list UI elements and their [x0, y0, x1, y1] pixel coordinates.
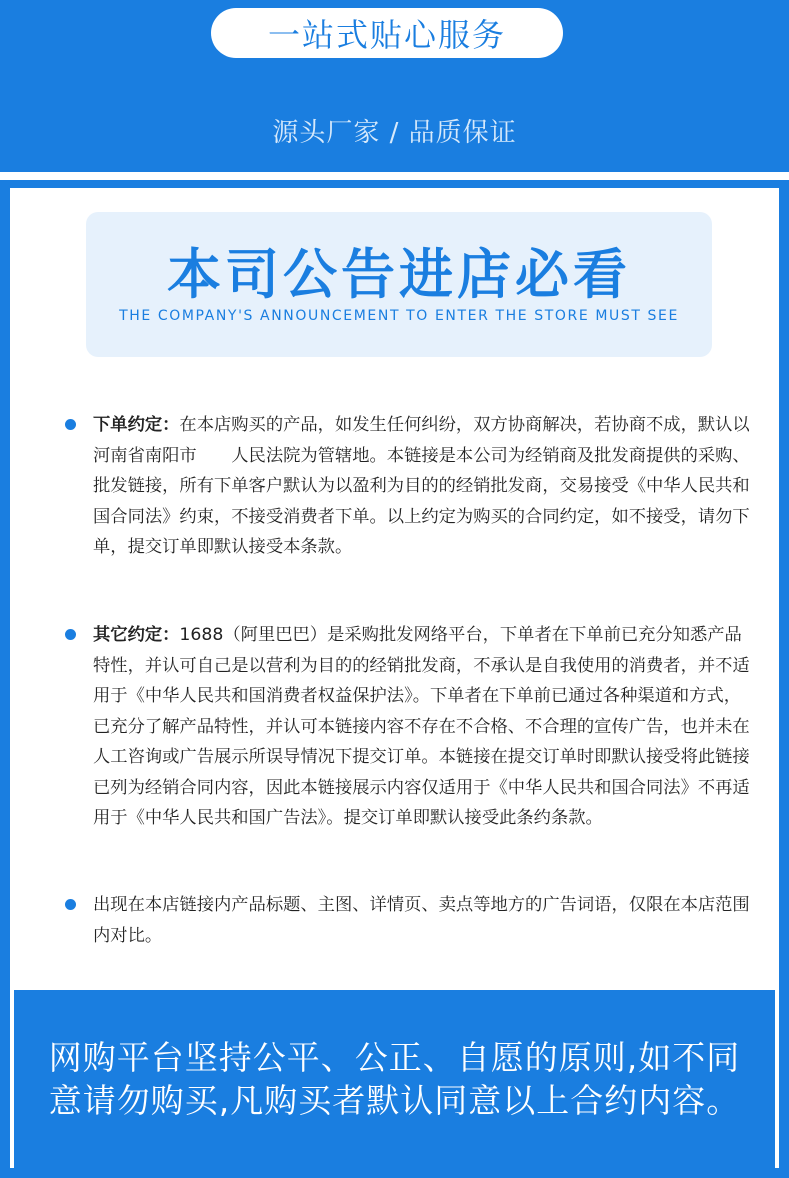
bullet-dot-icon: [65, 629, 76, 640]
announcement-frame: [0, 180, 789, 1178]
announcement-header-box: [86, 212, 712, 357]
service-pill: 一站式贴心服务: [211, 8, 563, 58]
clause-label: 下单约定：: [93, 415, 180, 435]
bullet-dot-icon: [65, 419, 76, 430]
top-banner: [0, 0, 789, 172]
clause-label: 其它约定：: [93, 625, 180, 645]
announcement-panel: [10, 188, 785, 1168]
clause-body: 出现在本店链接内产品标题、主图、详情页、卖点等地方的广告词语，仅限在本店范围内对比。: [93, 895, 750, 946]
factory-quality-subline: 源头厂家 / 品质保证: [272, 118, 517, 148]
clause-body: 1688（阿里巴巴）是采购批发网络平台，下单者在下单前已充分知悉产品特性，并认可自己是以营利为目的的经销批发商，不承认是自我使用的消费者，并不适用于《中华人民共和国消费者权益保护法》。下单者在下单前已通过各种渠道和方式，已充分了解产品特性，并认可本链接内容不存在不合格、不合理的宣传广告，也并未在人工咨询或广告展示所误导情况下提交订单。本链接在提交订单时即默认接受将此链接已列为经销合同内容，因此本链接展示内容仅适用于《中华人民共和国合同法》不再适用于《中华人民共和国广告法》。提交订单即默认接受此条约条款。: [93, 625, 750, 828]
announcement-title: 本司公告进店必看: [167, 243, 631, 306]
clause-body: 在本店购买的产品，如发生任何纠纷，双方协商解决，若协商不成，默认以 河南省南阳市 人民法院为管辖地。本链接是本公司为经销商及批发商提供的采购、批发链接，所有下单客户默认为以盈利为目的的经销批发商，交易接受《中华人民共和国合同法》约束，不接受消费者下单。以上约定为购买的合同约定，如不接受，请勿下单，提交订单即默认接受本条款。: [93, 415, 785, 557]
clause-text: [93, 620, 753, 834]
announcement-subtitle: THE COMPANY'S ANNOUNCEMENT TO ENTER THE STORE MUST SEE: [119, 308, 679, 324]
footer-notice-text: 网购平台坚持公平、公正、自愿的原则,如不同意请勿购买,凡购买者默认同意以上合约内容。: [48, 1038, 741, 1120]
clause-text: [93, 890, 753, 951]
clause-text: [93, 410, 785, 563]
footer-notice-band: [14, 990, 775, 1168]
bullet-dot-icon: [65, 899, 76, 910]
